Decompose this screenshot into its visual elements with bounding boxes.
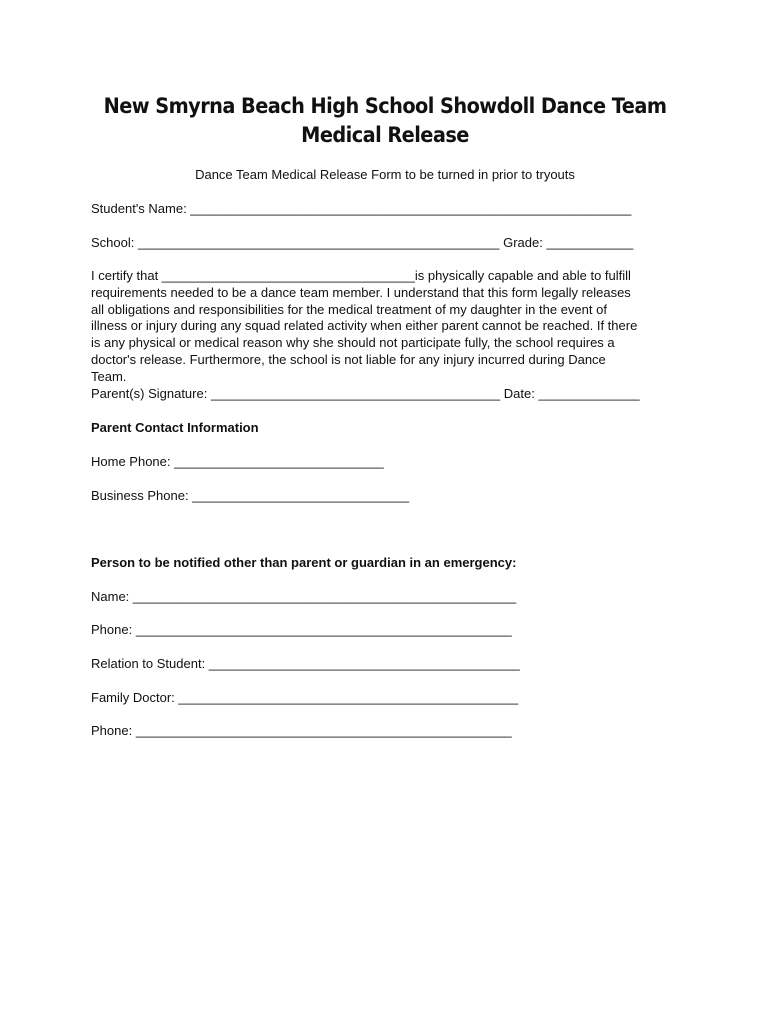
- certify-line: illness or injury during any squad related activity when either parent cannot be reached. If there: [91, 318, 638, 334]
- relation-field[interactable]: Relation to Student: ___________________________________________: [91, 656, 520, 671]
- family-doctor-field[interactable]: Family Doctor: _______________________________________________: [91, 690, 519, 705]
- school-grade-field[interactable]: School: __________________________________________________ Grade: ____________: [91, 235, 634, 250]
- certify-line: requirements needed to be a dance team member. I understand that this form legally releases: [91, 284, 631, 300]
- student-name-field[interactable]: Student's Name: _____________________________________________________________: [91, 201, 632, 216]
- certify-line[interactable]: I certify that ___________________________________is physically capable and able to fulfill: [91, 268, 631, 283]
- title-line-2: Medical Release: [301, 123, 469, 147]
- certify-line: is any physical or medical reason why she should not participate fully, the school requires a: [91, 335, 615, 351]
- doctor-phone-field[interactable]: Phone: ____________________________________________________: [91, 723, 512, 738]
- home-phone-field[interactable]: Home Phone: _____________________________: [91, 454, 384, 469]
- form-subtitle: Dance Team Medical Release Form to be turned in prior to tryouts: [195, 167, 575, 182]
- parent-contact-heading: Parent Contact Information: [91, 420, 259, 435]
- emergency-name-field[interactable]: Name: _____________________________________________________: [91, 589, 517, 604]
- business-phone-field[interactable]: Business Phone: ______________________________: [91, 488, 410, 503]
- certify-line: all obligations and responsibilities for the medical treatment of my daughter in the event of: [91, 301, 607, 317]
- document-title: [31, 92, 739, 150]
- emergency-phone-field[interactable]: Phone: ____________________________________________________: [91, 622, 512, 637]
- certify-line: Team.: [91, 368, 127, 384]
- certify-line: doctor's release. Furthermore, the school is not liable for any injury incurred during Dance: [91, 351, 606, 367]
- emergency-heading: Person to be notified other than parent or guardian in an emergency:: [91, 555, 517, 570]
- parent-signature-field[interactable]: Parent(s) Signature: ________________________________________ Date: ______________: [91, 385, 640, 401]
- certification-paragraph: [91, 268, 681, 402]
- title-line-1: New Smyrna Beach High School Showdoll Dance Team: [103, 94, 667, 118]
